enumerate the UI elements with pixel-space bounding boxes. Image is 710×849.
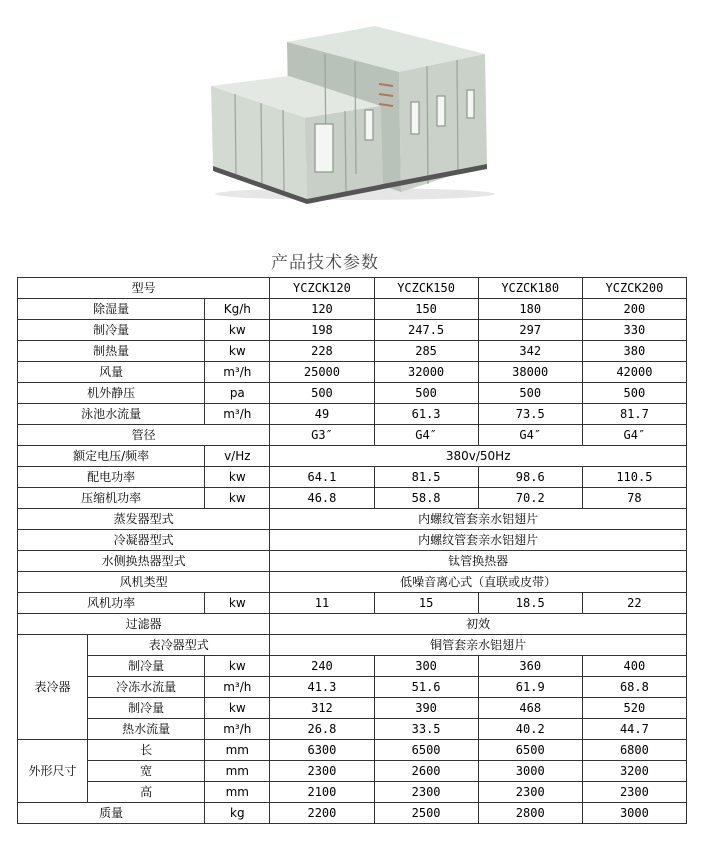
row-value: 3200: [582, 761, 686, 782]
spec-table: [17, 277, 687, 824]
row-value: 500: [270, 383, 374, 404]
row-value: 500: [478, 383, 582, 404]
row-value: 500: [374, 383, 478, 404]
row-value: 200: [582, 299, 686, 320]
row-value: 468: [478, 698, 582, 719]
row-unit: kw: [205, 593, 270, 614]
row-value: 61.9: [478, 677, 582, 698]
row-label: 额定电压/频率: [18, 446, 205, 467]
row-label: 除湿量: [18, 299, 205, 320]
row-value: 342: [478, 341, 582, 362]
row-value: 110.5: [582, 467, 686, 488]
row-value: 120: [270, 299, 374, 320]
row-value: 15: [374, 593, 478, 614]
group-label-dimensions: 外形尺寸: [18, 740, 88, 803]
row-value: 300: [374, 656, 478, 677]
row-value: G4″: [582, 425, 686, 446]
row-label: 制冷量: [88, 656, 205, 677]
row-value: 初效: [270, 614, 687, 635]
row-value: 42000: [582, 362, 686, 383]
model-name: YCZCK200: [582, 278, 686, 299]
row-value: 2200: [270, 803, 374, 824]
row-value: 钛管换热器: [270, 551, 687, 572]
row-unit: mm: [205, 782, 270, 803]
row-value: 380: [582, 341, 686, 362]
row-value: 6500: [374, 740, 478, 761]
row-value: 81.5: [374, 467, 478, 488]
row-value: 2100: [270, 782, 374, 803]
row-value: 520: [582, 698, 686, 719]
row-value: 285: [374, 341, 478, 362]
row-value: 98.6: [478, 467, 582, 488]
row-unit: kw: [205, 656, 270, 677]
row-value: 25000: [270, 362, 374, 383]
row-label: 管径: [18, 425, 270, 446]
table-header-row: [18, 278, 687, 299]
table-row-dehumid: [18, 299, 687, 320]
row-label: 风机功率: [18, 593, 205, 614]
table-row-filter: [18, 614, 687, 635]
row-value: G4″: [374, 425, 478, 446]
row-label: 水侧换热器型式: [18, 551, 270, 572]
row-value: 390: [374, 698, 478, 719]
row-value: 380v/50Hz: [270, 446, 687, 467]
row-value: 2800: [478, 803, 582, 824]
row-unit: kw: [205, 341, 270, 362]
row-value: 73.5: [478, 404, 582, 425]
table-row-dimensions-width: [18, 761, 687, 782]
model-name: YCZCK150: [374, 278, 478, 299]
row-value: 18.5: [478, 593, 582, 614]
row-value: 6300: [270, 740, 374, 761]
row-label: 质量: [18, 803, 205, 824]
table-row-pipe-diameter: [18, 425, 687, 446]
row-unit: kw: [205, 488, 270, 509]
row-value: 44.7: [582, 719, 686, 740]
row-value: 400: [582, 656, 686, 677]
row-value: 32000: [374, 362, 478, 383]
row-value: 330: [582, 320, 686, 341]
row-label: 压缩机功率: [18, 488, 205, 509]
row-value: 500: [582, 383, 686, 404]
row-value: G4″: [478, 425, 582, 446]
row-unit: mm: [205, 740, 270, 761]
model-name: YCZCK180: [478, 278, 582, 299]
table-row-heating: [18, 341, 687, 362]
row-label: 泳池水流量: [18, 404, 205, 425]
row-label: 过滤器: [18, 614, 270, 635]
table-row-compressor-power: [18, 488, 687, 509]
row-value: 228: [270, 341, 374, 362]
row-unit: kg: [205, 803, 270, 824]
row-value: 2500: [374, 803, 478, 824]
row-value: 180: [478, 299, 582, 320]
row-value: G3″: [270, 425, 374, 446]
row-value: 低噪音离心式（直联或皮带）: [270, 572, 687, 593]
row-label: 热水流量: [88, 719, 205, 740]
row-label: 机外静压: [18, 383, 205, 404]
row-value: 26.8: [270, 719, 374, 740]
row-unit: pa: [205, 383, 270, 404]
row-value: 51.6: [374, 677, 478, 698]
page-title: 产品技术参数: [271, 253, 379, 273]
row-unit: m³/h: [205, 677, 270, 698]
row-value: 61.3: [374, 404, 478, 425]
row-unit: mm: [205, 761, 270, 782]
table-row-surface-cooler-hot_water: [18, 719, 687, 740]
row-value: 6800: [582, 740, 686, 761]
row-unit: Kg/h: [205, 299, 270, 320]
row-value: 70.2: [478, 488, 582, 509]
row-value: 68.8: [582, 677, 686, 698]
row-value: 内螺纹管套亲水铝翅片: [270, 530, 687, 551]
row-value: 58.8: [374, 488, 478, 509]
header-label: 型号: [18, 278, 270, 299]
row-label: 制冷量: [88, 698, 205, 719]
row-label: 配电功率: [18, 467, 205, 488]
row-value: 2300: [270, 761, 374, 782]
row-label: 风机类型: [18, 572, 270, 593]
row-value: 38000: [478, 362, 582, 383]
table-row-evaporator: [18, 509, 687, 530]
table-row-surface-cooler-chilled_water: [18, 677, 687, 698]
row-value: 2300: [478, 782, 582, 803]
table-row-voltage: [18, 446, 687, 467]
row-value: 64.1: [270, 467, 374, 488]
table-row-surface-cooler-type: [18, 635, 687, 656]
row-value: 150: [374, 299, 478, 320]
table-row-pool-water-flow: [18, 404, 687, 425]
row-label: 冷凝器型式: [18, 530, 270, 551]
row-value: 247.5: [374, 320, 478, 341]
table-row-static-pressure: [18, 383, 687, 404]
table-row-fan-power: [18, 593, 687, 614]
table-row-surface-cooler-cooling2: [18, 698, 687, 719]
row-value: 2300: [582, 782, 686, 803]
model-name: YCZCK120: [270, 278, 374, 299]
row-value: 2300: [374, 782, 478, 803]
row-value: 312: [270, 698, 374, 719]
product-image: [205, 14, 505, 204]
table-row-dimensions-length: [18, 740, 687, 761]
table-row-weight: [18, 803, 687, 824]
row-value: 3000: [582, 803, 686, 824]
row-unit: v/Hz: [205, 446, 270, 467]
row-unit: m³/h: [205, 404, 270, 425]
row-value: 360: [478, 656, 582, 677]
group-label-surface-cooler: 表冷器: [18, 635, 88, 740]
row-value: 49: [270, 404, 374, 425]
row-value: 33.5: [374, 719, 478, 740]
row-unit: m³/h: [205, 362, 270, 383]
row-unit: kw: [205, 698, 270, 719]
row-value: 46.8: [270, 488, 374, 509]
row-label: 蒸发器型式: [18, 509, 270, 530]
row-value: 240: [270, 656, 374, 677]
row-value: 198: [270, 320, 374, 341]
row-value: 41.3: [270, 677, 374, 698]
row-value: 40.2: [478, 719, 582, 740]
row-value: 内螺纹管套亲水铝翅片: [270, 509, 687, 530]
row-unit: kw: [205, 320, 270, 341]
row-label: 制热量: [18, 341, 205, 362]
table-row-airflow: [18, 362, 687, 383]
row-value: 3000: [478, 761, 582, 782]
table-row-condenser: [18, 530, 687, 551]
row-label: 表冷器型式: [88, 635, 270, 656]
row-value: 6500: [478, 740, 582, 761]
row-label: 风量: [18, 362, 205, 383]
row-label: 冷冻水流量: [88, 677, 205, 698]
table-row-fan-type: [18, 572, 687, 593]
table-row-dimensions-height: [18, 782, 687, 803]
row-label: 长: [88, 740, 205, 761]
table-row-power: [18, 467, 687, 488]
row-value: 81.7: [582, 404, 686, 425]
table-row-surface-cooler-cooling: [18, 656, 687, 677]
row-value: 2600: [374, 761, 478, 782]
row-value: 22: [582, 593, 686, 614]
row-unit: kw: [205, 467, 270, 488]
row-value: 297: [478, 320, 582, 341]
table-row-cooling: [18, 320, 687, 341]
row-label: 宽: [88, 761, 205, 782]
row-value: 铜管套亲水铝翅片: [270, 635, 687, 656]
table-row-water-exchanger: [18, 551, 687, 572]
row-label: 制冷量: [18, 320, 205, 341]
row-value: 78: [582, 488, 686, 509]
row-unit: m³/h: [205, 719, 270, 740]
row-label: 高: [88, 782, 205, 803]
row-value: 11: [270, 593, 374, 614]
